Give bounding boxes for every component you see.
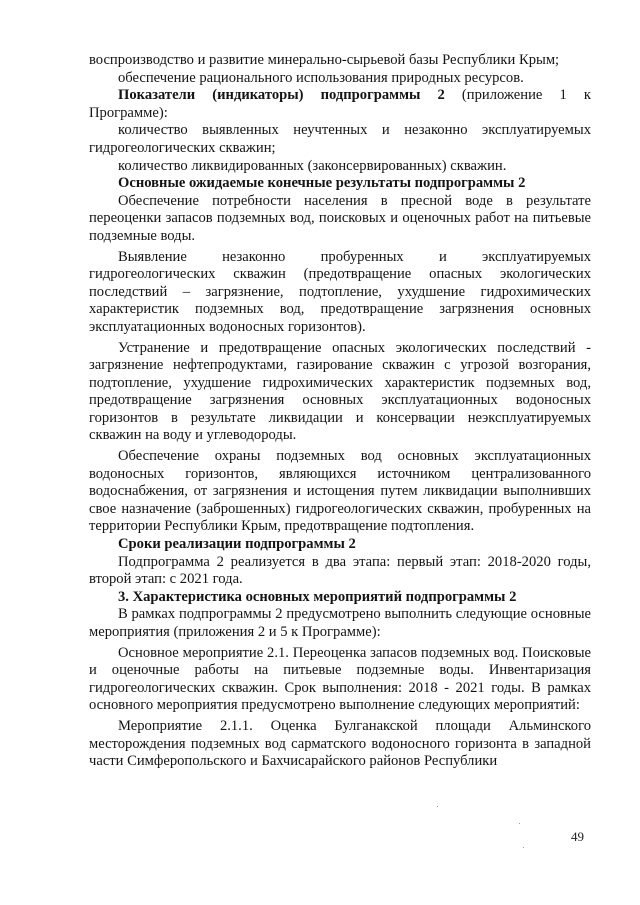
paragraph: В рамках подпрограммы 2 предусмотрено выполнить следующие основные мероприятия (приложения 2 и 5 к Программе):	[89, 606, 591, 640]
paragraph: количество выявленных неучтенных и незаконно эксплуатируемых гидрогеологических скважин;	[89, 122, 591, 156]
paragraph: Выявление незаконно пробуренных и эксплуатируемых гидрогеологических скважин (предотвращение опасных экологических последствий – загрязнение, подтопление, ухудшение гидрохимических характеристик подземных вод, предотвращение загрязнения основных эксплуатационных водоносных горизонтов).	[89, 248, 591, 335]
scan-speck	[519, 823, 520, 824]
paragraph: Подпрограмма 2 реализуется в два этапа: первый этап: 2018-2020 годы, второй этап: с 2021 года.	[89, 553, 591, 588]
scan-speck	[523, 847, 524, 848]
section-heading-terms: Сроки реализации подпрограммы 2	[118, 536, 356, 553]
indicators-heading: Показатели (индикаторы) подпрограммы 2	[118, 87, 445, 104]
paragraph: воспроизводство и развитие минерально-сырьевой базы Республики Крым;	[89, 52, 560, 68]
paragraph-indicators	[89, 87, 591, 122]
paragraph: Обеспечение потребности населения в пресной воде в результате переоценки запасов подземных вод, поисковых и оценочных работ на питьевые подземные воды.	[89, 192, 591, 244]
scan-speck	[437, 806, 438, 807]
indicators-note: (приложение 1 к Программе):	[89, 87, 591, 121]
section-heading-activities: 3. Характеристика основных мероприятий подпрограммы 2	[118, 588, 517, 605]
paragraph: Устранение и предотвращение опасных экологических последствий - загрязнение нефтепродуктами, газирование скважин с угрозой возгорания, подтопление, ухудшение гидрохимических характеристик подземных вод, предотвращение загрязнения основных эксплуатационных водоносных горизонтов в результате ликвидации и консервации неэксплуатируемых скважин на воду и углеводороды.	[89, 339, 591, 444]
paragraph: Мероприятие 2.1.1. Оценка Булганакской площади Альминского месторождения подземных вод сарматского водоносного горизонта в западной части Симферопольского и Бахчисарайского районов Республики	[89, 717, 591, 770]
paragraph: количество ликвидированных (законсервированных) скважин.	[118, 157, 507, 174]
paragraph: Обеспечение охраны подземных вод основных эксплуатационных водоносных горизонтов, являющихся источником централизованного водоснабжения, от загрязнения и истощения путем ликвидации выполнивших свое назначение (заброшенных) гидрогеологических скважин, пробуренных на территории Республики Крым, предотвращение подтопления.	[89, 448, 591, 535]
page-number: 49	[571, 829, 584, 844]
document-body	[89, 52, 591, 771]
paragraph: Основное мероприятие 2.1. Переоценка запасов подземных вод. Поисковые и оценочные работы на питьевые подземные воды. Инвентаризация гидрогеологических скважин. Срок выполнения: 2018 - 2021 годы. В рамках основного мероприятия предусмотрено выполнение следующих мероприятий:	[89, 644, 591, 714]
paragraph: обеспечение рационального использования природных ресурсов.	[118, 69, 524, 86]
section-heading-results: Основные ожидаемые конечные результаты подпрограммы 2	[118, 175, 526, 192]
